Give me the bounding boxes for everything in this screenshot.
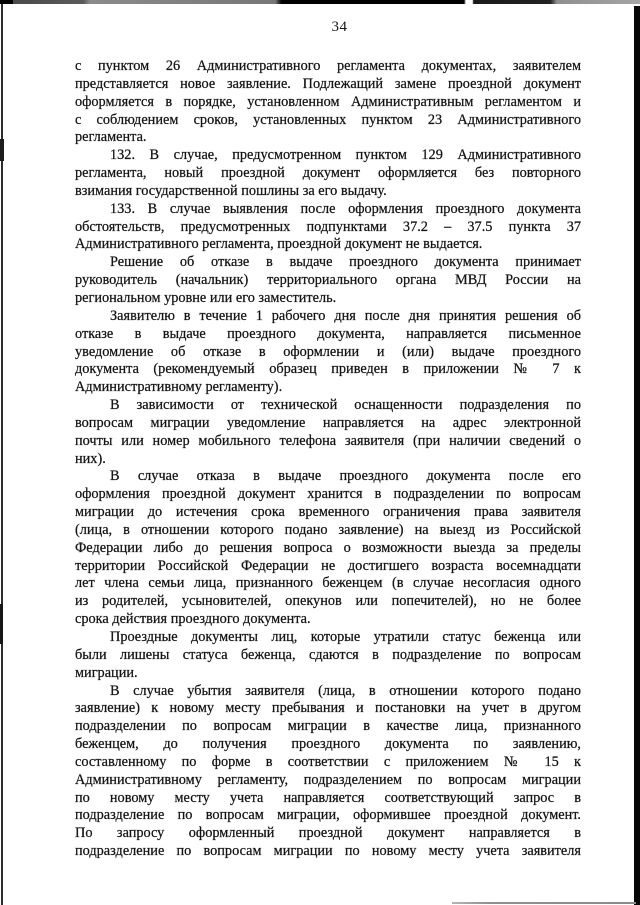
scan-edge-right: [634, 6, 640, 905]
text-line: представляется новое заявление. Подлежащий замене проездной документ: [75, 75, 581, 92]
text-line: региональном уровне или его заместитель.: [75, 289, 337, 306]
text-line: документа (рекомендуемый образец приведен в приложении № 7 к: [75, 361, 581, 378]
text-line: оформляется в порядке, установленном Административным регламентом и: [75, 93, 581, 110]
scan-mark-bottom: [452, 902, 636, 904]
text-line: подразделение по вопросам миграции, оформившее проездной документ.: [75, 807, 581, 824]
text-line: Федерации либо до решения вопроса о возможности выезда за пределы: [75, 539, 581, 556]
text-line: из родителей, усыновителей, опекунов или попечителей), но не более: [75, 593, 581, 610]
text-line: составленному по форме в соответствии с приложением № 15 к: [75, 753, 581, 770]
scan-edge-top: [0, 0, 640, 4]
text-line: почты или номер мобильного телефона заявителя (при наличии сведений о: [75, 432, 581, 449]
text-line: них).: [75, 450, 106, 467]
scan-mark-left-upper: [0, 139, 4, 161]
text-line: 132. В случае, предусмотренном пунктом 129 Административного: [110, 147, 581, 164]
text-line: территории Российской Федерации не достигшего возраста восемнадцати: [75, 557, 581, 574]
text-line: 133. В случае выявления после оформления проездного документа: [110, 200, 581, 217]
text-line: подразделение по вопросам миграции по новому месту учета заявителя: [75, 843, 581, 860]
text-line: Административного регламента, проездной документ не выдается.: [75, 236, 483, 253]
text-line: обстоятельств, предусмотренных подпунктами 37.2 – 37.5 пункта 37: [75, 218, 581, 235]
document-body: [75, 58, 581, 861]
text-line: лет члена семьи лица, признанного беженцем (в случае несогласия одного: [75, 575, 581, 592]
text-line: Заявителю в течение 1 рабочего дня после дня принятия решения об: [110, 307, 581, 324]
text-line: оформления проездной документ хранится в подразделении по вопросам: [75, 486, 581, 503]
page-number: 34: [331, 19, 348, 35]
text-line: с соблюдением сроков, установленных пунктом 23 Административного: [75, 111, 581, 128]
text-line: Решение об отказе в выдаче проездного документа принимает: [110, 254, 581, 271]
text-line: отказе в выдаче проездного документа, направляется письменное: [75, 325, 581, 342]
text-line: подразделении по вопросам миграции в качестве лица, признанного: [75, 718, 581, 735]
text-line: В случае убытия заявителя (лица, в отношении которого подано: [110, 682, 581, 699]
text-line: с пунктом 26 Административного регламента документах, заявителем: [75, 58, 581, 74]
text-line: регламента.: [75, 129, 147, 146]
text-line: были лишены статуса беженца, сдаются в подразделение по вопросам: [75, 646, 581, 663]
text-line: руководитель (начальник) территориального органа МВД России на: [75, 272, 581, 289]
text-line: вопросам миграции уведомление направляется на адрес электронной: [75, 414, 581, 431]
text-line: взимания государственной пошлины за его выдачу.: [75, 182, 387, 199]
text-line: миграции.: [75, 664, 138, 681]
text-line: Административному регламенту, подразделением по вопросам миграции: [75, 771, 581, 788]
text-line: В зависимости от технической оснащенности подразделения по: [110, 397, 581, 414]
text-line: (лица, в отношении которого подано заявление) на выезд из Российской: [75, 521, 581, 538]
text-line: По запросу оформленный проездной документ направляется в: [75, 825, 581, 842]
text-line: срока действия проездного документа.: [75, 611, 311, 628]
text-line: Административному регламенту).: [75, 379, 283, 396]
text-line: Проездные документы лиц, которые утратили статус беженца или: [110, 629, 581, 645]
text-line: уведомление об отказе в оформлении и (или) выдаче проездного: [75, 343, 581, 360]
text-line: по новому месту учета направляется соответствующий запрос в: [75, 789, 581, 806]
text-line: регламента, новый проездной документ оформляется без повторного: [75, 165, 581, 182]
text-line: миграции до истечения срока временного ограничения права заявителя: [75, 504, 581, 521]
scan-mark-left-lower: [0, 604, 3, 644]
text-line: В случае отказа в выдаче проездного документа после его: [110, 468, 581, 485]
text-line: заявление) к новому месту пребывания и постановки на учет в другом: [75, 700, 581, 717]
text-line: беженцем, до получения проездного документа по заявлению,: [75, 736, 581, 753]
